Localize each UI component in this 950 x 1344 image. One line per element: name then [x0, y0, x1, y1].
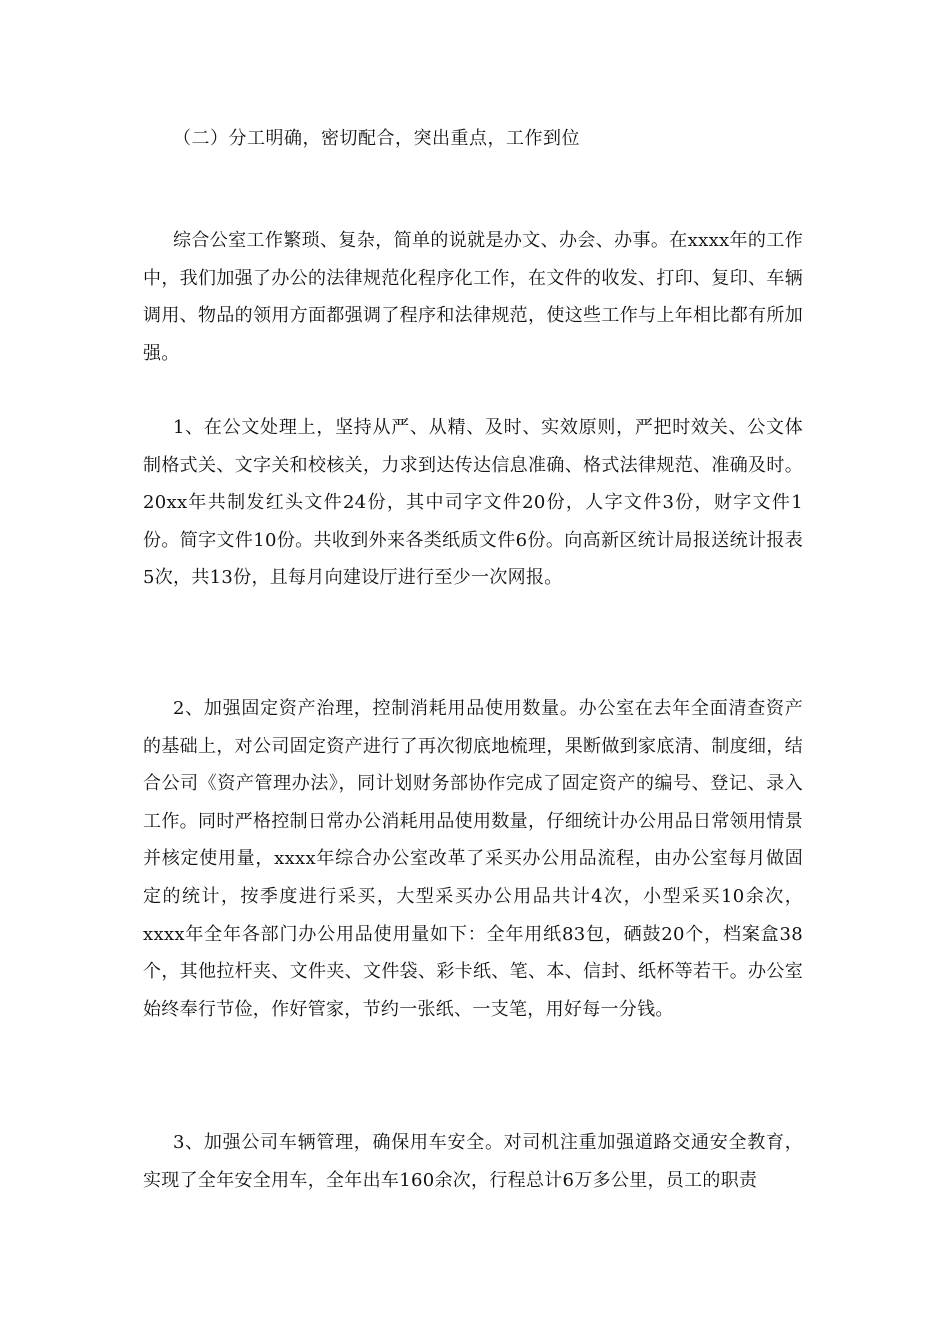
paragraph-fixed-assets: 2、加强固定资产治理，控制消耗用品使用数量。办公室在去年全面清查资产的基础上，对公司固定资产进行了再次彻底地梳理，果断做到家底清、制度细，结合公司《资产管理办法》，同计划财务部协作完成了固定资产的编号、登记、录入工作。同时严格控制日常办公消耗用品使用数量，仔细统计办公用品日常领用情景并核定使用量，xxxx年综合办公室改革了采买办公用品流程，由办公室每月做固定的统计，按季度进行采买，大型采买办公用品共计4次，小型采买10余次，xxxx年全年各部门办公用品使用量如下：全年用纸83包，硒鼓20个，档案盒38个，其他拉杆夹、文件夹、文件袋、彩卡纸、笔、本、信封、纸杯等若干。办公室始终奉行节俭，作好管家，节约一张纸、一支笔，用好每一分钱。	[143, 698, 803, 1020]
paragraph-vehicle-management: 3、加强公司车辆管理，确保用车安全。对司机注重加强道路交通安全教育，实现了全年安全用车，全年出车160余次，行程总计6万多公里，员工的职责	[143, 1132, 803, 1191]
paragraph-office-overview: 综合公室工作繁琐、复杂，简单的说就是办文、办会、办事。在xxxx年的工作中，我们加强了办公的法律规范化程序化工作，在文件的收发、打印、复印、车辆调用、物品的领用方面都强调了程序和法律规范，使这些工作与上年相比都有所加强。	[143, 230, 803, 364]
paragraph-document-handling: 1、在公文处理上，坚持从严、从精、及时、实效原则，严把时效关、公文体制格式关、文字关和校核关，力求到达传达信息准确、格式法律规范、准确及时。20xx年共制发红头文件24份，其中司字文件20份，人字文件3份，财字文件1份。简字文件10份。共收到外来各类纸质文件6份。向高新区统计局报送统计报表5次，共13份，且每月向建设厅进行至少一次网报。	[143, 417, 803, 589]
section-heading: （二）分工明确，密切配合，突出重点，工作到位	[173, 128, 580, 149]
